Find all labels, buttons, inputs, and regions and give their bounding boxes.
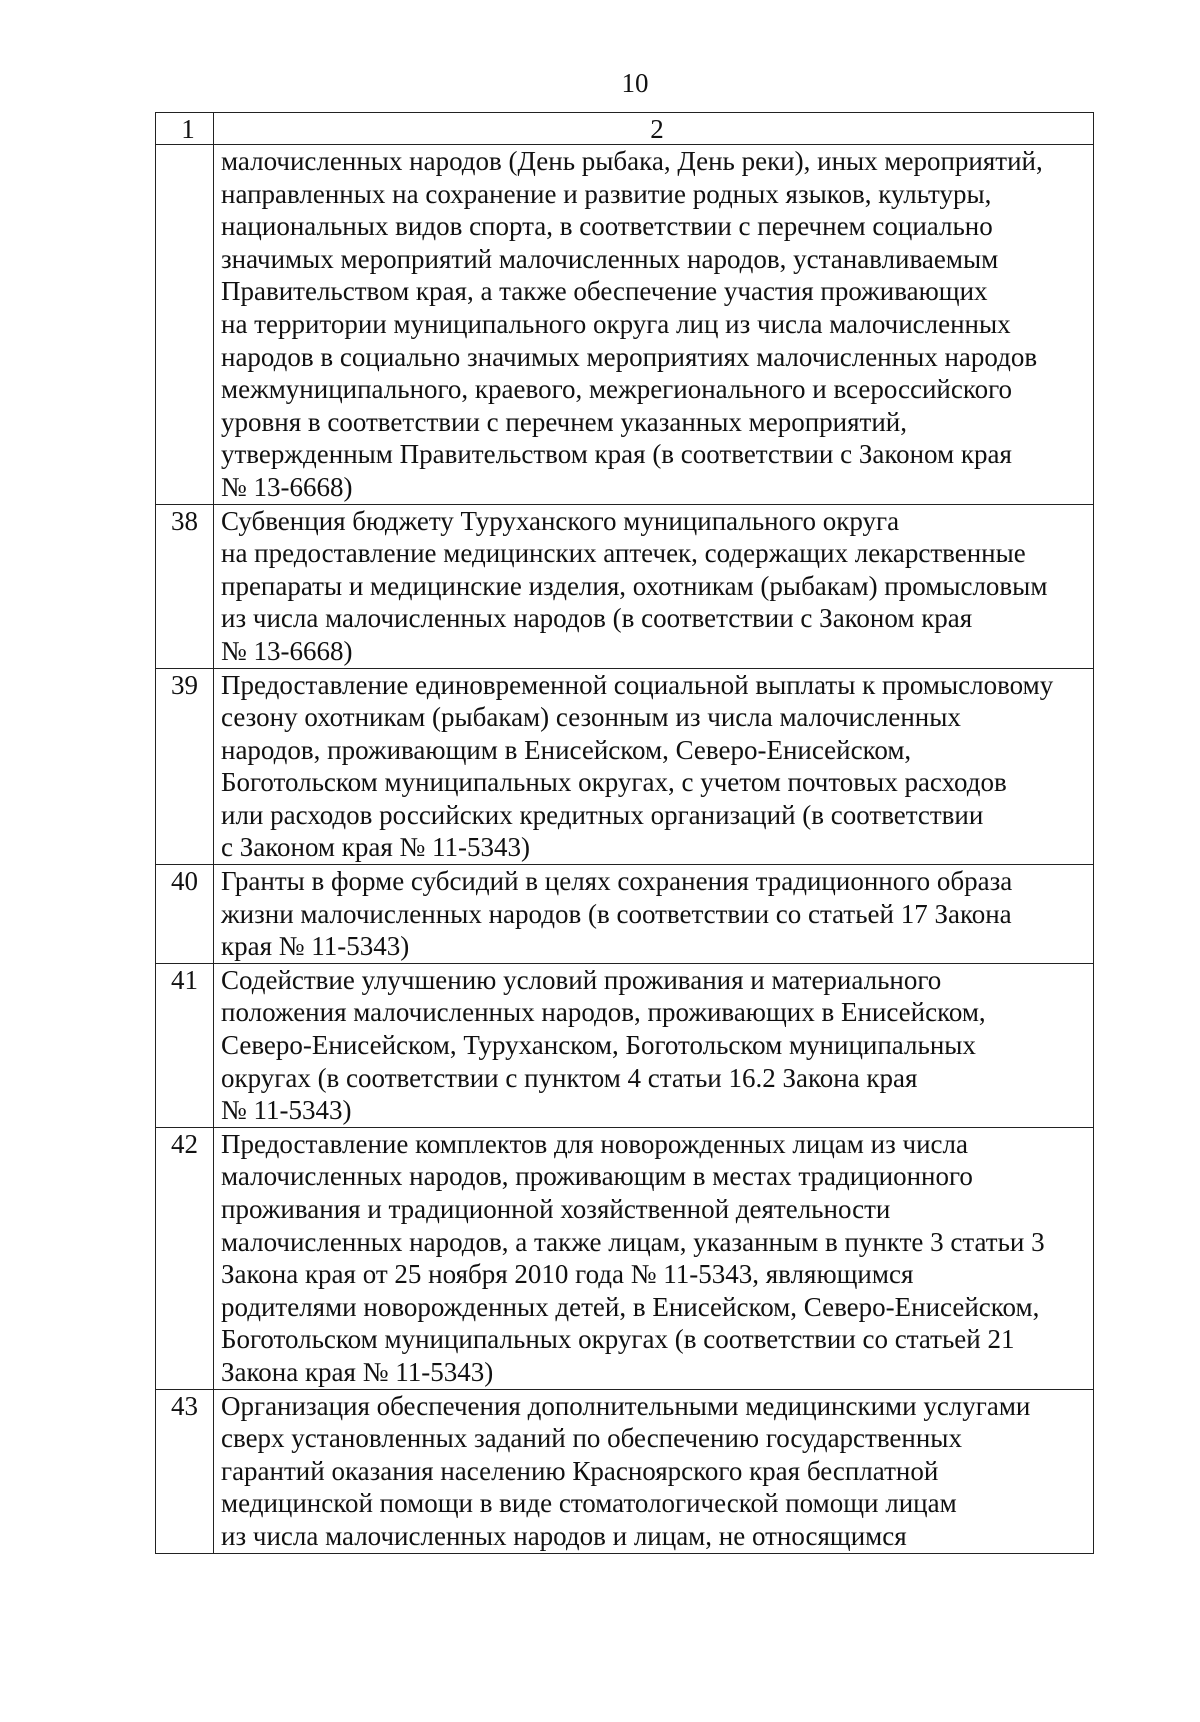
table-header-row [156, 113, 1094, 145]
row-text [214, 1389, 1094, 1553]
row-text-content: малочисленных народов (День рыбака, День реки), иных мероприятий, направленных на сохранение и развитие родных языков, культуры, национальных видов спорта, в соответствии с перечнем социально значимых мероприятий малочисленных народов, устанавливаемым Правительством края, а также обеспечение участия проживающих на территории муниципального округа лиц из числа малочисленных народов в социально значимых мероприятиях малочисленных народов межмуниципального, краевого, межрегионального и всероссийского уровня в соответствии с перечнем указанных мероприятий, утвержденным Правительством края (в соответствии с Законом края № 13-6668) [221, 146, 1043, 502]
table-row [156, 1389, 1094, 1553]
header-col-2: 2 [214, 113, 1094, 145]
row-text [214, 865, 1094, 964]
row-text-content: Предоставление единовременной социальной выплаты к промысловому сезону охотникам (рыбакам) сезонным из числа малочисленных народов, проживающим в Енисейском, Северо-Енисейском, Боготольском муниципальных округах, с учетом почтовых расходов или расходов российских кредитных организаций (в соответствии с Законом края № 11-5343) [221, 669, 1054, 863]
row-number: 43 [156, 1389, 214, 1553]
row-text [214, 963, 1094, 1127]
page-number: 10 [621, 68, 649, 98]
table-row [156, 145, 1094, 505]
row-text-content: Гранты в форме субсидий в целях сохранения традиционного образа жизни малочисленных народов (в соответствии со статьей 17 Закона края № 11-5343) [221, 866, 1013, 962]
row-text [214, 145, 1094, 505]
table-row [156, 504, 1094, 668]
table-row [156, 1127, 1094, 1389]
row-text [214, 668, 1094, 865]
row-number: 38 [156, 504, 214, 668]
row-text-content: Предоставление комплектов для новорожденных лицам из числа малочисленных народов, проживающим в местах традиционного проживания и традиционной хозяйственной деятельности малочисленных народов, а также лицам, указанным в пункте 3 статьи 3 Закона края от 25 ноября 2010 года № 11-5343, являющимся родителями новорожденных детей, в Енисейском, Северо-Енисейском, Боготольском муниципальных округах (в соответствии со статьей 21 Закона края № 11-5343) [221, 1128, 1045, 1387]
row-text [214, 504, 1094, 668]
row-number [156, 145, 214, 505]
measures-table [155, 112, 1094, 1554]
row-text-content: Субвенция бюджету Туруханского муниципального округа на предоставление медицинских аптечек, содержащих лекарственные препараты и медицинские изделия, охотникам (рыбакам) промысловым из числа малочисленных народов (в соответствии с Законом края № 13-6668) [221, 505, 1048, 666]
table-row [156, 963, 1094, 1127]
header-col-1: 1 [156, 113, 214, 145]
row-text-content: Организация обеспечения дополнительными медицинскими услугами сверх установленных заданий по обеспечению государственных гарантий оказания населению Красноярского края бесплатной медицинской помощи в виде стоматологической помощи лицам из числа малочисленных народов и лицам, не относящимся [221, 1390, 1031, 1551]
row-number: 41 [156, 963, 214, 1127]
table-row [156, 668, 1094, 865]
row-number: 39 [156, 668, 214, 865]
row-text [214, 1127, 1094, 1389]
row-text-content: Содействие улучшению условий проживания и материального положения малочисленных народов, проживающих в Енисейском, Северо-Енисейском, Туруханском, Боготольском муниципальных округах (в соответствии с пунктом 4 статьи 16.2 Закона края № 11-5343) [221, 964, 986, 1126]
row-number: 42 [156, 1127, 214, 1389]
row-number: 40 [156, 865, 214, 964]
table-row [156, 865, 1094, 964]
